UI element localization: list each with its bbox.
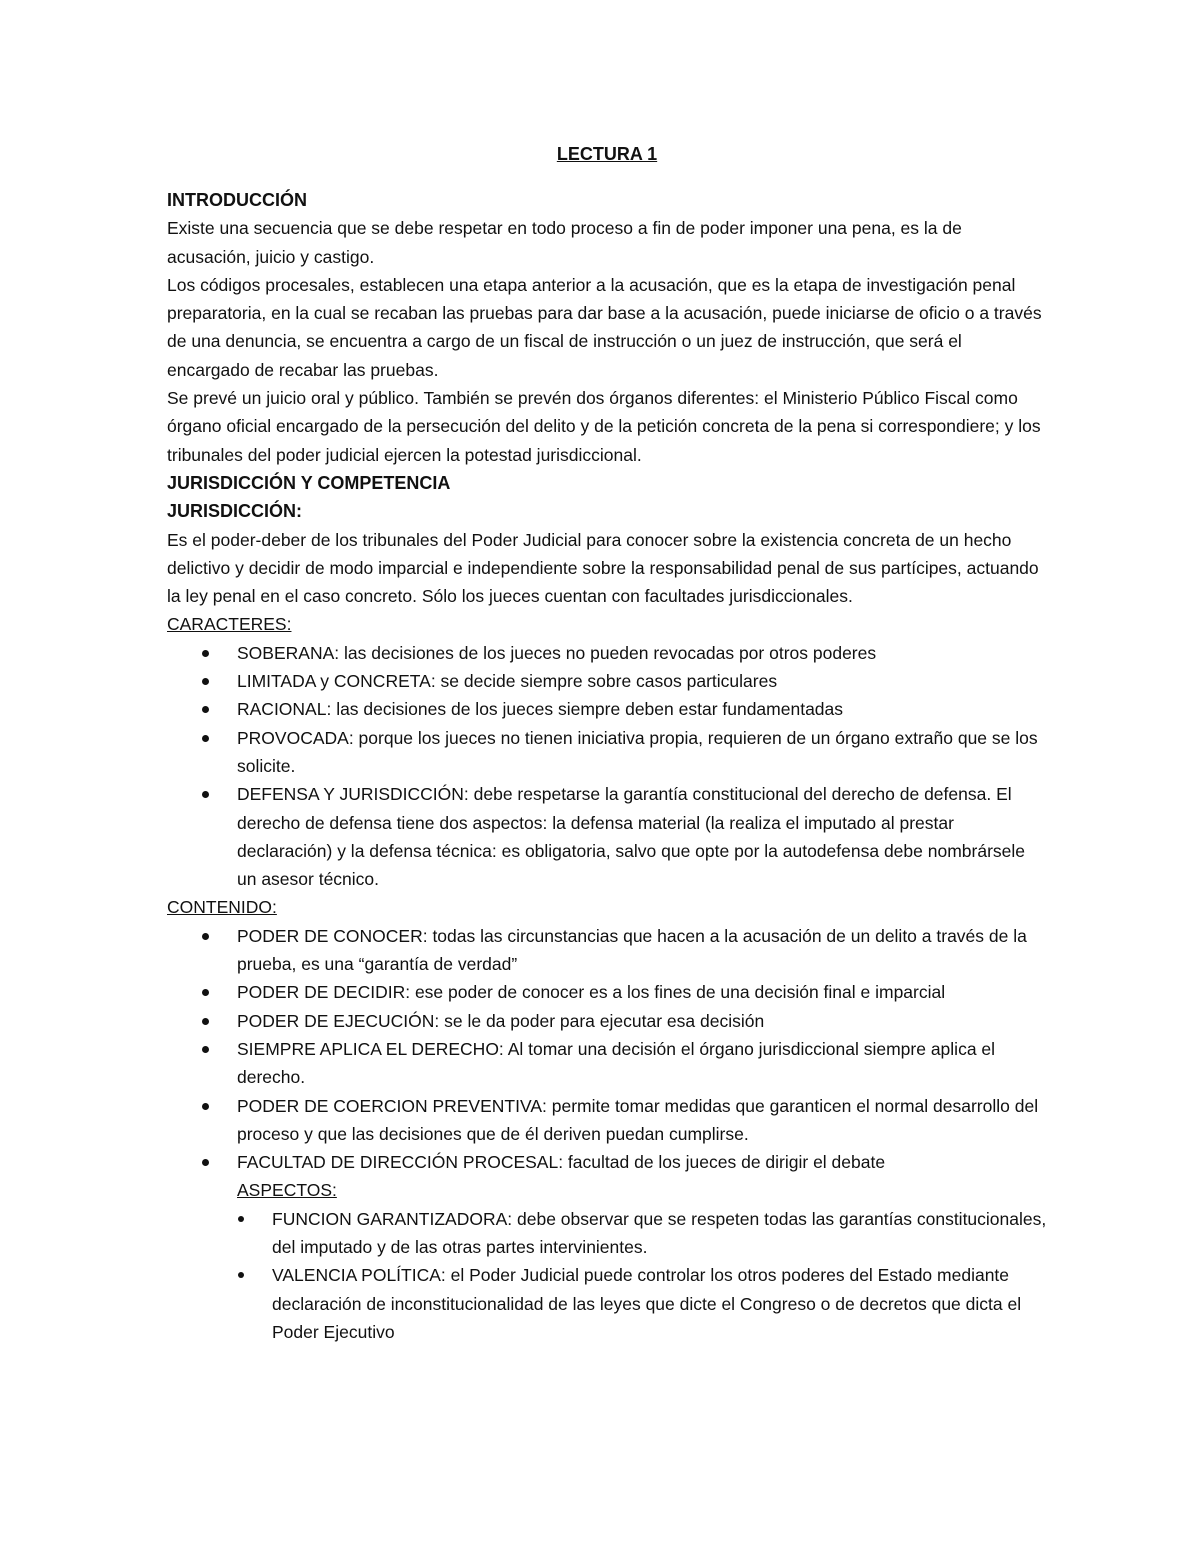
intro-paragraph-1: Existe una secuencia que se debe respetar en todo proceso a fin de poder imponer una pena, es la de acusación, juicio y castigo. xyxy=(167,218,962,267)
list-item: DEFENSA Y JURISDICCIÓN: debe respetarse la garantía constitucional del derecho de defensa. El derecho de defensa tiene dos aspectos: la defensa material (la realiza el imputado al prestar declaración) y la defensa técnica: es obligatoria, salvo que opte por la autodefensa debe nombrársele un asesor técnico. xyxy=(167,780,1047,893)
contenido-list xyxy=(167,922,1047,1177)
list-item: SIEMPRE APLICA EL DERECHO: Al tomar una decisión el órgano jurisdiccional siempre aplica el derecho. xyxy=(167,1035,1047,1092)
list-item: FUNCION GARANTIZADORA: debe observar que se respeten todas las garantías constitucionales, del imputado y de las otras partes intervinientes. xyxy=(237,1205,1047,1262)
intro-paragraph-3: Se prevé un juicio oral y público. También se prevén dos órganos diferentes: el Ministerio Público Fiscal como órgano oficial encargado de la persecución del delito y de la petición concreta de la pena si correspondiere; y los tribunales del poder judicial ejercen la potestad jurisdiccional. xyxy=(167,388,1041,465)
document-title: LECTURA 1 xyxy=(556,144,658,164)
list-item: PODER DE COERCION PREVENTIVA: permite tomar medidas que garanticen el normal desarrollo del proceso y que las decisiones que de él deriven puedan cumplirse. xyxy=(167,1092,1047,1149)
jurisdiccion-paragraph: Es el poder-deber de los tribunales del Poder Judicial para conocer sobre la existencia concreta de un hecho delictivo y decidir de modo imparcial e independiente sobre la responsabilidad penal de sus partícipes, actuando la ley penal en el caso concreto. Sólo los jueces cuentan con facultades jurisdiccionales. xyxy=(167,529,1039,607)
list-item: PODER DE DECIDIR: ese poder de conocer es a los fines de una decisión final e imparcial xyxy=(167,978,1047,1006)
aspectos-list xyxy=(237,1205,1047,1346)
intro-paragraph-2: Los códigos procesales, establecen una etapa anterior a la acusación, que es la etapa de investigación penal preparatoria, en la cual se recaban las pruebas para dar base a la acusación, puede iniciarse de oficio o a través de una denuncia, se encuentra a cargo de un fiscal de instrucción o un juez de instrucción, que será el encargado de recabar las pruebas. xyxy=(167,274,1042,380)
section-heading: JURISDICCIÓN Y COMPETENCIA xyxy=(167,472,451,493)
aspectos-group xyxy=(167,1176,1047,1346)
list-item: SOBERANA: las decisiones de los jueces no pueden revocadas por otros poderes xyxy=(167,639,1047,667)
list-item: RACIONAL: las decisiones de los jueces siempre deben estar fundamentadas xyxy=(167,695,1047,723)
list-item: VALENCIA POLÍTICA: el Poder Judicial puede controlar los otros poderes del Estado mediante declaración de inconstitucionalidad de las leyes que dicte el Congreso o de decretos que dicta el Poder Ejecutivo xyxy=(237,1261,1047,1346)
list-item: LIMITADA y CONCRETA: se decide siempre sobre casos particulares xyxy=(167,667,1047,695)
list-item: PODER DE CONOCER: todas las circunstancias que hacen a la acusación de un delito a través de la prueba, es una “garantía de verdad” xyxy=(167,922,1047,979)
intro-heading: INTRODUCCIÓN xyxy=(167,190,307,210)
section-subheading: JURISDICCIÓN: xyxy=(167,501,303,522)
caracteres-label: CARACTERES: xyxy=(167,614,292,635)
list-item: PODER DE EJECUCIÓN: se le da poder para ejecutar esa decisión xyxy=(167,1007,1047,1035)
aspectos-label: ASPECTOS: xyxy=(237,1180,337,1201)
list-item: PROVOCADA: porque los jueces no tienen iniciativa propia, requieren de un órgano extraño que se los solicite. xyxy=(167,724,1047,781)
list-item: FACULTAD DE DIRECCIÓN PROCESAL: facultad de los jueces de dirigir el debate xyxy=(167,1148,1047,1176)
contenido-label: CONTENIDO: xyxy=(167,897,277,918)
document-body xyxy=(167,140,1047,1346)
caracteres-list xyxy=(167,639,1047,894)
